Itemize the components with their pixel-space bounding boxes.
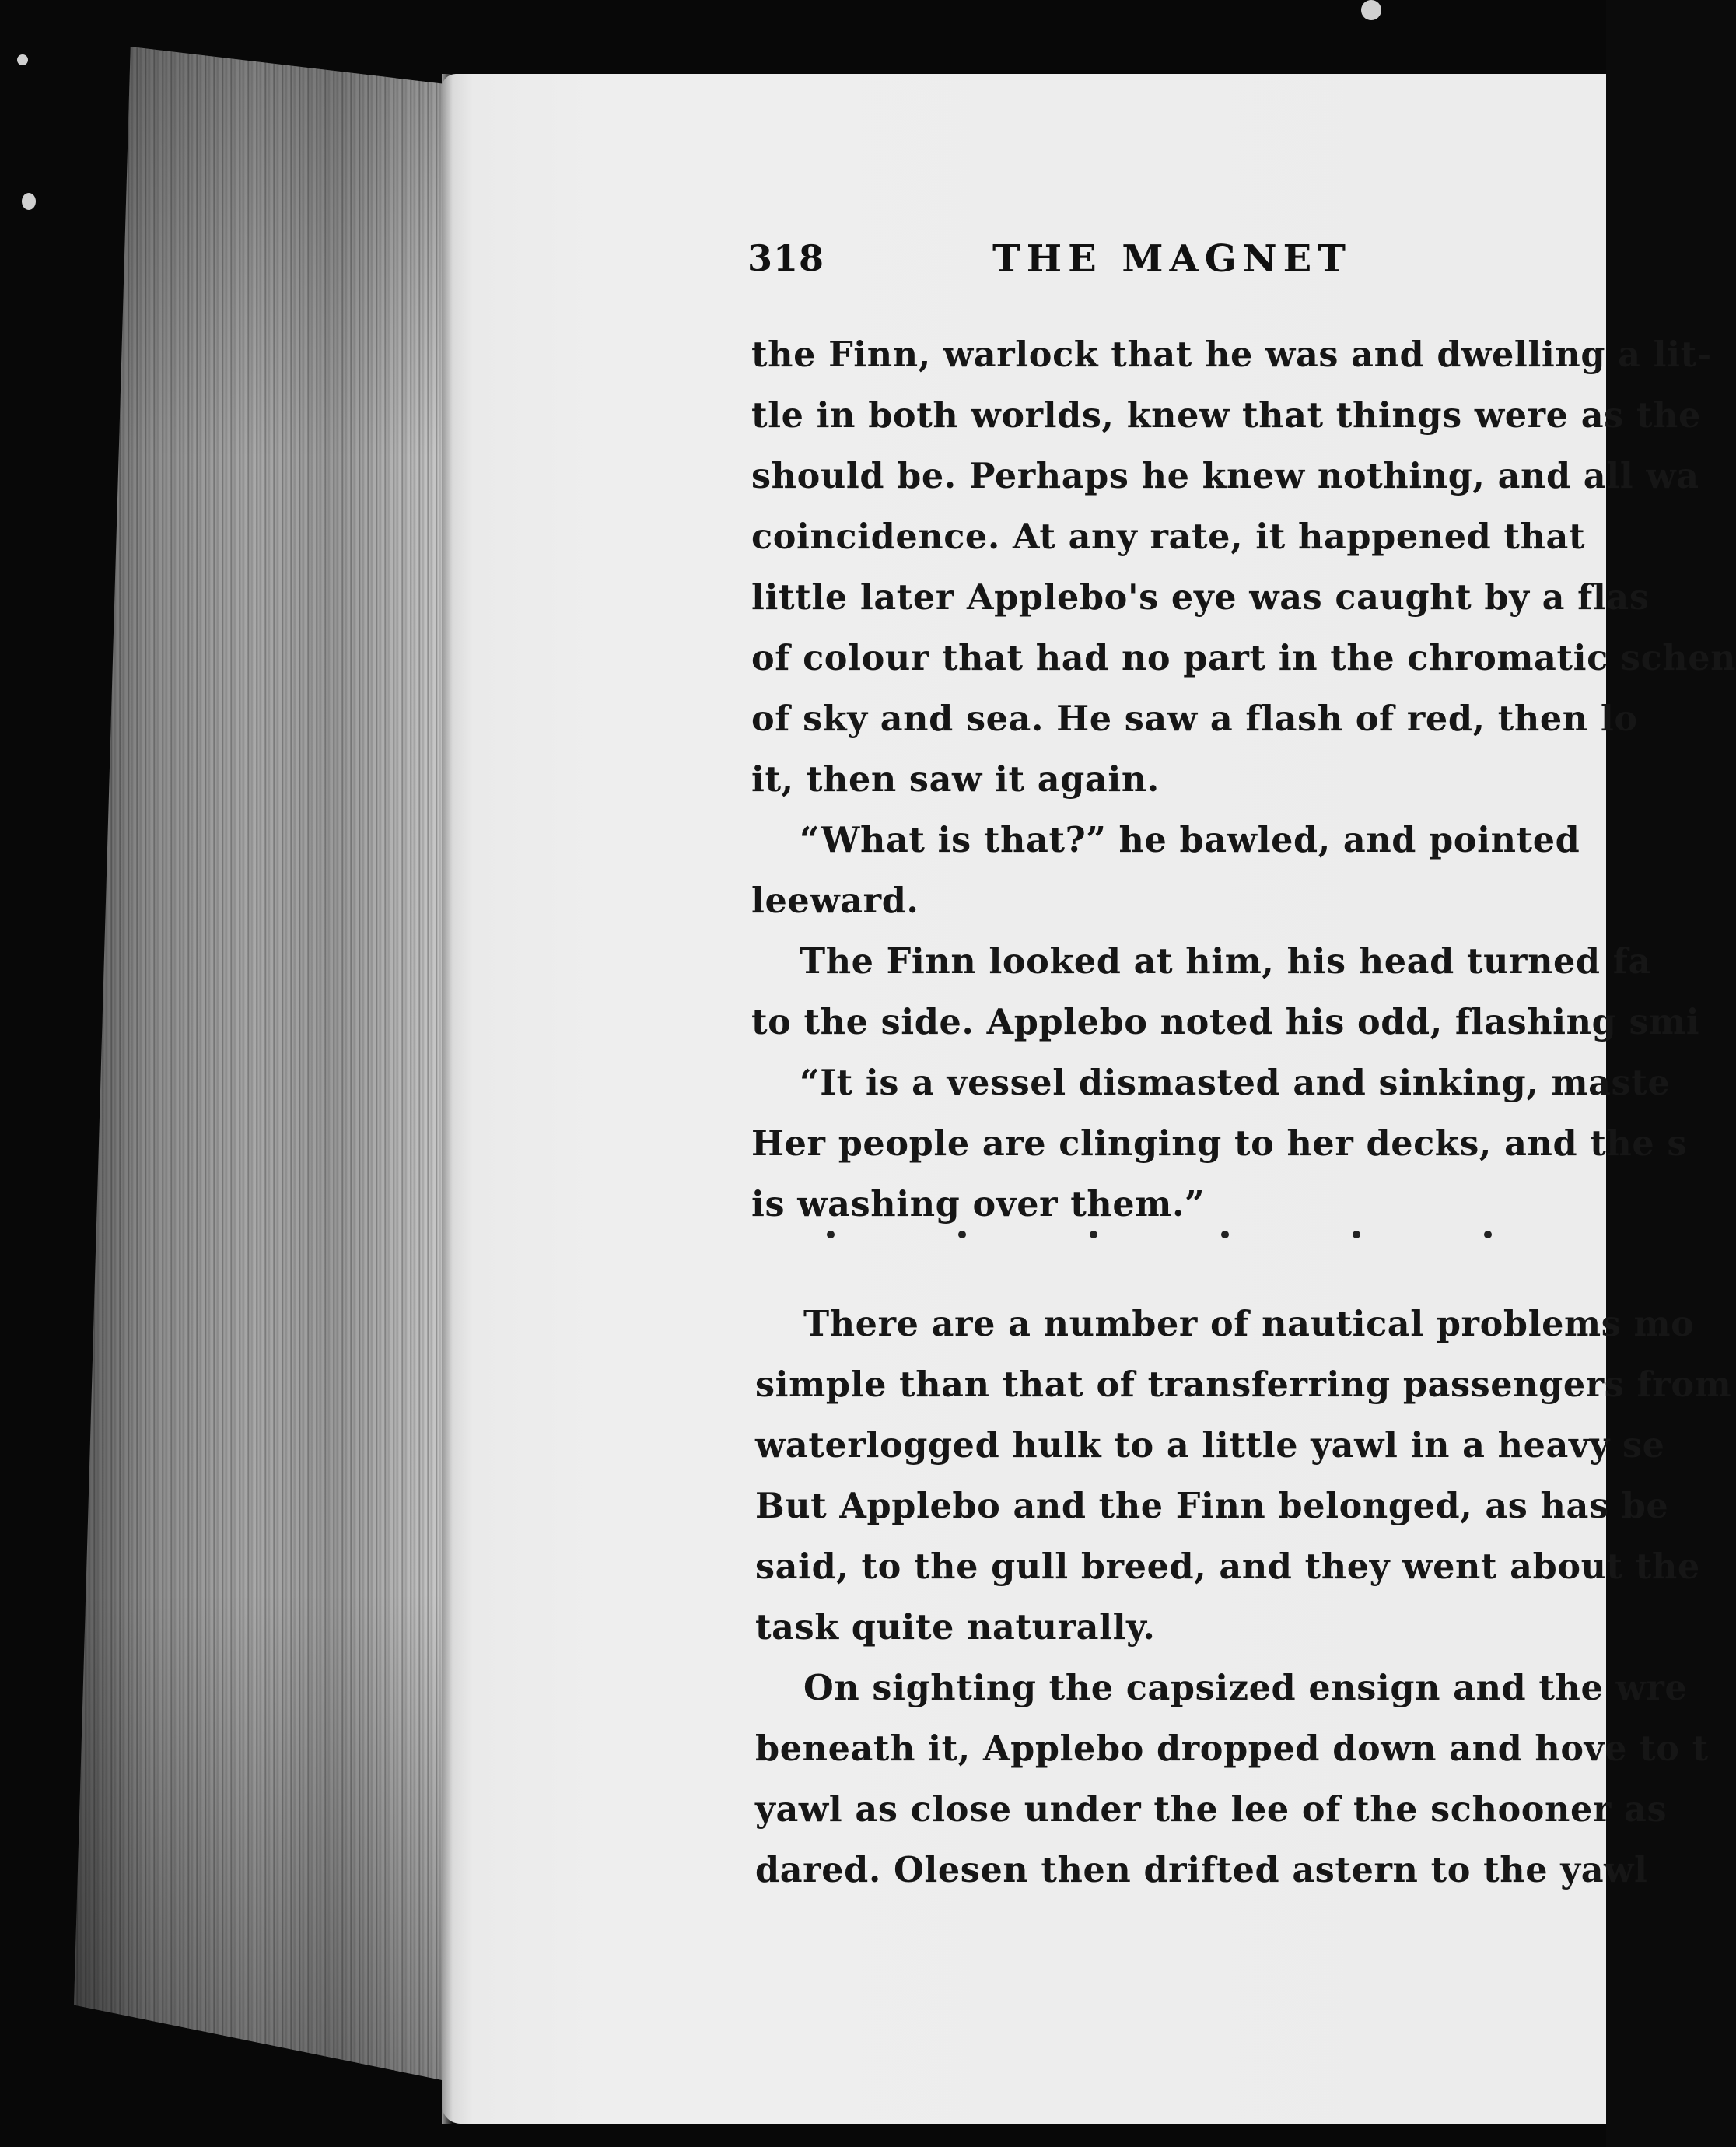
section-break-dot xyxy=(1353,1231,1360,1238)
text-line: There are a number of nautical problems mo xyxy=(803,1304,1695,1344)
text-line: waterlogged hulk to a little yawl in a heavy se xyxy=(755,1425,1665,1466)
text-line: dared. Olesen then drifted astern to the yawl xyxy=(755,1850,1648,1890)
text-line: it, then saw it again. xyxy=(751,759,1160,800)
scan-speck xyxy=(17,54,28,65)
text-line: said, to the gull breed, and they went about the xyxy=(755,1546,1700,1587)
text-line: On sighting the capsized ensign and the wre xyxy=(803,1668,1688,1708)
section-break-dot xyxy=(827,1231,835,1238)
text-line: should be. Perhaps he knew nothing, and all wa xyxy=(751,456,1699,496)
text-line: “It is a vessel dismasted and sinking, maste xyxy=(800,1063,1671,1103)
text-line: The Finn looked at him, his head turned fa xyxy=(800,941,1651,982)
section-break-dot xyxy=(1221,1231,1229,1238)
section-break xyxy=(827,1227,1605,1266)
text-line: leeward. xyxy=(751,881,919,921)
text-line: of colour that had no part in the chromatic schen xyxy=(751,638,1736,678)
text-line: tle in both worlds, knew that things were as the xyxy=(751,395,1701,436)
text-line: But Applebo and the Finn belonged, as has be xyxy=(755,1486,1669,1526)
text-line: to the side. Applebo noted his odd, flashing smi xyxy=(751,1002,1700,1042)
text-line: the Finn, warlock that he was and dwelling a lit- xyxy=(751,334,1712,375)
text-line: yawl as close under the lee of the schooner as xyxy=(755,1789,1668,1830)
scan-speck xyxy=(1361,0,1381,20)
running-title: THE MAGNET xyxy=(992,237,1352,281)
text-line: is washing over them.” xyxy=(751,1184,1206,1224)
text-line: simple than that of transferring passengers from xyxy=(755,1364,1732,1405)
text-line: of sky and sea. He saw a flash of red, then lo xyxy=(751,699,1638,739)
section-break-dot xyxy=(958,1231,966,1238)
page-number: 318 xyxy=(747,237,825,279)
section-break-dot xyxy=(1090,1231,1097,1238)
text-line: Her people are clinging to her decks, and the s xyxy=(751,1123,1688,1164)
body-text-upper xyxy=(751,324,1736,1235)
text-line: task quite naturally. xyxy=(755,1607,1156,1648)
text-line: “What is that?” he bawled, and pointed xyxy=(800,820,1580,860)
text-line: little later Applebo's eye was caught by a flas xyxy=(751,577,1650,618)
page-edges-shadow xyxy=(74,47,478,2108)
text-line: beneath it, Applebo dropped down and hove to t xyxy=(755,1728,1709,1769)
scan-speck xyxy=(22,193,36,210)
body-text-lower xyxy=(755,1294,1732,1900)
page-header xyxy=(747,237,1681,299)
book-page xyxy=(442,74,1736,2124)
section-break-dot xyxy=(1484,1231,1492,1238)
text-line: coincidence. At any rate, it happened that xyxy=(751,517,1586,557)
